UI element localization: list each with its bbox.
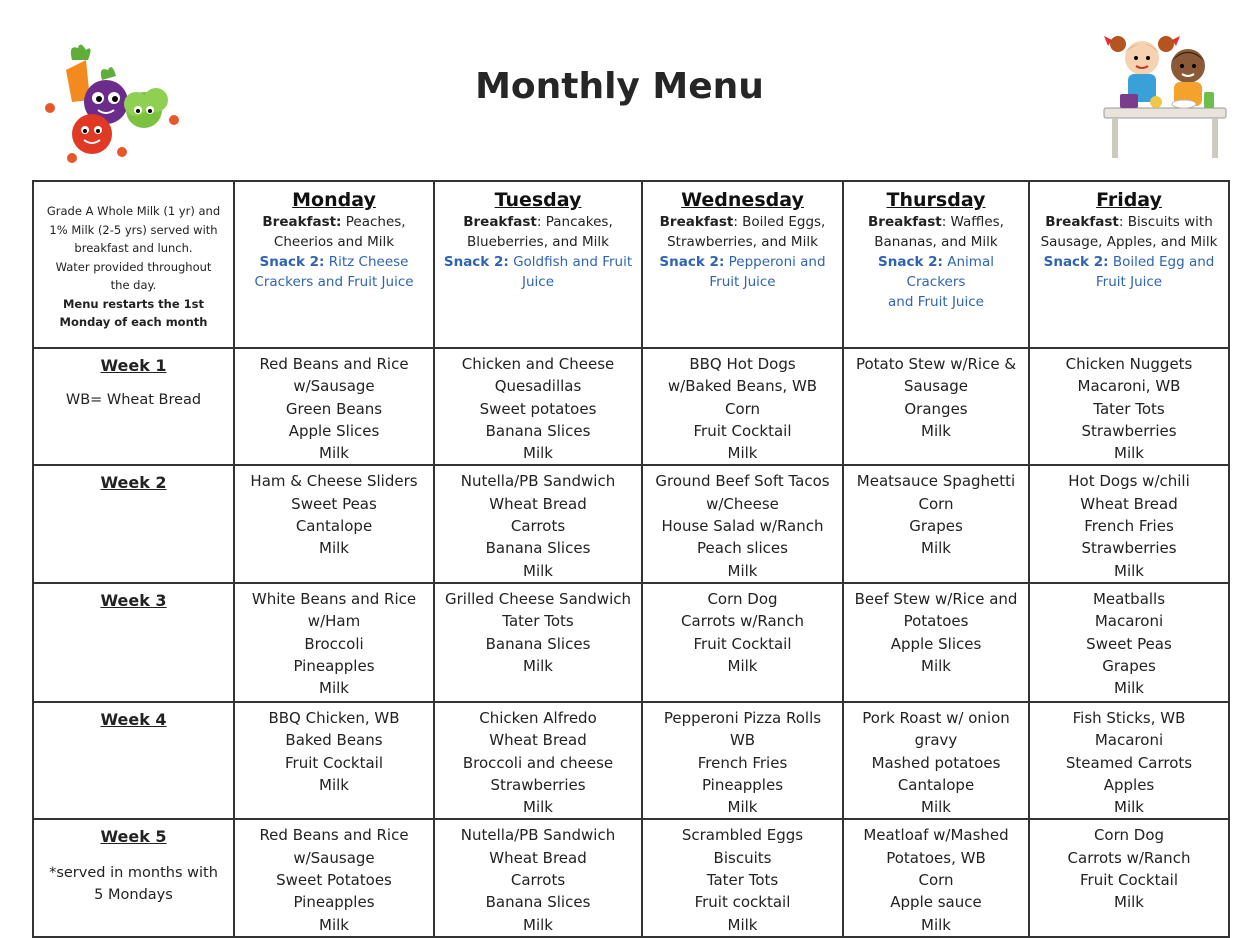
meal-item: Fruit Cocktail (1079, 871, 1179, 890)
meal-item: Cantalope (897, 775, 975, 794)
meal-item: Wheat Bread (489, 494, 587, 513)
meal-item: Cantalope (295, 517, 373, 536)
meal-cell-friday (1029, 348, 1229, 465)
meal-cell-tuesday (434, 465, 642, 582)
breakfast-text: Blueberries, and Milk (467, 234, 609, 250)
snack-text: and Fruit Juice (888, 294, 984, 310)
meal-item: Milk (1114, 444, 1144, 463)
week-label-cell (33, 348, 234, 465)
breakfast-text: Cheerios and Milk (273, 234, 395, 250)
meal-item: Milk (319, 679, 349, 698)
day-name: Friday (1096, 189, 1162, 211)
day-name: Thursday (886, 189, 986, 211)
meal-cell-friday (1029, 583, 1229, 702)
meal-item: Baked Beans (285, 731, 383, 750)
meal-cell-friday (1029, 702, 1229, 819)
meal-cell-thursday (843, 583, 1029, 702)
meal-item: Milk (523, 798, 553, 817)
breakfast-label: Breakfast (463, 214, 537, 230)
info-line: Water provided throughout (55, 259, 212, 274)
meal-item: French Fries (1084, 517, 1174, 536)
header-row (33, 181, 1229, 348)
meal-item: Wheat Bread (489, 731, 587, 750)
meal-item: Milk (921, 539, 951, 558)
breakfast-text: Bananas, and Milk (874, 234, 998, 250)
meal-item: Apple Slices (288, 421, 380, 440)
meal-item: Milk (1114, 893, 1144, 912)
day-header-friday (1029, 181, 1229, 348)
week-label-cell (33, 702, 234, 819)
meal-item: WB (729, 731, 756, 750)
meal-item: Beef Stew w/Rice and (854, 589, 1018, 608)
meal-item: Corn Dog (707, 589, 778, 608)
meal-item: Mashed potatoes (871, 753, 1001, 772)
meal-cell-wednesday (642, 348, 843, 465)
day-header-thursday (843, 181, 1029, 348)
meal-item: Chicken and Cheese (461, 355, 615, 373)
day-name: Monday (292, 189, 376, 211)
meal-item: Broccoli and cheese (462, 753, 614, 772)
breakfast-text: : Biscuits with (1118, 214, 1213, 230)
meal-item: Milk (523, 656, 553, 675)
meal-item: Potatoes, WB (886, 848, 986, 867)
info-line: 1% Milk (2-5 yrs) served with (49, 222, 218, 237)
snack-label: Snack 2: (259, 254, 325, 270)
meal-item: Milk (1114, 798, 1144, 817)
meal-item: Wheat Bread (489, 848, 587, 867)
info-line: breakfast and lunch. (74, 241, 193, 255)
week-label: Week 2 (100, 473, 167, 493)
breakfast-text: Strawberries, and Milk (667, 234, 818, 250)
snack-text: Animal Crackers (906, 254, 994, 290)
meal-item: Milk (921, 656, 951, 675)
meal-item: Tater Tots (706, 871, 779, 890)
breakfast-text: : Waffles, (941, 214, 1004, 230)
breakfast-text: Peaches, (345, 214, 406, 230)
meal-item: Strawberries (1081, 539, 1177, 558)
week-label: Week 4 (100, 709, 167, 729)
meal-cell-friday (1029, 819, 1229, 936)
meal-item: Wheat Bread (1080, 494, 1178, 513)
meal-item: Pineapples (293, 893, 375, 912)
meal-cell-wednesday (642, 819, 843, 936)
meal-item: Milk (727, 915, 758, 934)
week-note: 5 Mondays (94, 887, 173, 904)
meal-item: Green Beans (285, 399, 383, 418)
meal-item: Pineapples (701, 775, 784, 794)
meal-cell-wednesday (642, 702, 843, 819)
snack-text: Crackers and Fruit Juice (254, 274, 414, 290)
meal-item: Milk (727, 656, 758, 675)
meal-item: Milk (523, 915, 553, 934)
meal-item: Peach slices (697, 539, 788, 558)
meal-item: Potatoes (903, 612, 969, 631)
meal-item: Corn (918, 871, 954, 890)
meal-item: Pork Roast w/ onion (862, 708, 1010, 727)
meal-item: Milk (727, 444, 758, 463)
meal-item: Milk (1114, 679, 1144, 698)
week-row (33, 465, 1229, 582)
snack-text: Goldfish and Fruit (513, 254, 633, 270)
page-title: Monthly Menu (475, 66, 764, 107)
meal-item: BBQ Hot Dogs (689, 355, 796, 373)
meal-item: Oranges (904, 399, 968, 418)
meal-item: Broccoli (304, 634, 364, 653)
meal-item: Banana Slices (485, 893, 591, 912)
snack-text: Fruit Juice (709, 274, 776, 290)
meal-item: w/Sausage (293, 848, 375, 867)
meal-item: Nutella/PB Sandwich (460, 472, 616, 491)
meal-item: Hot Dogs w/chili (1068, 472, 1190, 491)
meal-item: Steamed Carrots (1065, 753, 1193, 772)
snack-label: Snack 2: (1043, 254, 1109, 270)
meal-item: Banana Slices (485, 634, 591, 653)
meal-item: Carrots (510, 871, 566, 890)
meal-item: Meatballs (1092, 589, 1166, 608)
meal-item: Sweet Peas (291, 494, 377, 513)
meal-item: Carrots w/Ranch (681, 612, 804, 631)
meal-item: Banana Slices (485, 421, 591, 440)
meal-item: Meatsauce Spaghetti (856, 472, 1016, 491)
info-line: Grade A Whole Milk (1 yr) and (46, 204, 221, 218)
meal-item: Apples (1103, 775, 1155, 794)
breakfast-label: Breakfast (659, 214, 734, 230)
meal-item: w/Cheese (706, 494, 779, 513)
week-row (33, 583, 1229, 702)
restart-note: Monday of each month (59, 315, 208, 329)
week-label-cell (33, 465, 234, 582)
vegetables-clipart (28, 40, 208, 170)
meal-item: Milk (523, 444, 553, 463)
meal-item: gravy (914, 731, 958, 750)
meal-item: Corn (918, 494, 954, 513)
meal-cell-monday (234, 819, 434, 936)
breakfast-label: Breakfast (868, 214, 942, 230)
snack-text: Fruit Juice (1095, 274, 1163, 290)
meal-item: Sweet Peas (1086, 634, 1172, 653)
meal-cell-tuesday (434, 348, 642, 465)
breakfast-text: Sausage, Apples, and Milk (1040, 234, 1218, 250)
meal-cell-thursday (843, 702, 1029, 819)
meal-cell-tuesday (434, 583, 642, 702)
snack-text: Pepperoni and (728, 254, 826, 270)
meal-item: Chicken Alfredo (479, 708, 597, 727)
snack-text: Ritz Cheese (328, 254, 409, 270)
meal-item: Biscuits (713, 848, 772, 867)
meal-item: Corn Dog (1093, 826, 1165, 845)
meal-item: Fish Sticks, WB (1072, 708, 1186, 727)
meal-cell-thursday (843, 348, 1029, 465)
meal-item: Banana Slices (485, 539, 591, 558)
week-row (33, 348, 1229, 465)
meal-cell-tuesday (434, 702, 642, 819)
meal-item: Ham & Cheese Sliders (250, 472, 418, 491)
meal-item: Sausage (904, 377, 968, 396)
week-note: WB= Wheat Bread (65, 392, 202, 408)
meal-item: House Salad w/Ranch (661, 517, 824, 536)
meal-item: Macaroni (1094, 612, 1164, 631)
meal-item: Milk (319, 539, 349, 558)
meal-item: Tater Tots (502, 612, 574, 631)
meal-item: Strawberries (1081, 421, 1177, 440)
meal-item: w/Baked Beans, WB (667, 377, 818, 396)
day-name: Tuesday (494, 189, 582, 211)
meal-item: Tater Tots (1093, 399, 1165, 418)
restart-note: Menu restarts the 1st (62, 296, 205, 311)
menu-table (32, 180, 1230, 938)
meal-item: Red Beans and Rice (259, 355, 409, 373)
meal-cell-monday (234, 348, 434, 465)
breakfast-text: : Pancakes, (536, 214, 613, 230)
meal-item: Pepperoni Pizza Rolls (663, 708, 822, 727)
meal-cell-friday (1029, 465, 1229, 582)
meal-item: Grapes (909, 517, 963, 536)
meal-cell-thursday (843, 465, 1029, 582)
meal-item: Sweet potatoes (479, 399, 597, 418)
day-header-monday (234, 181, 434, 348)
meal-item: Fruit Cocktail (693, 634, 792, 653)
week-note: *served in months with (49, 865, 218, 882)
meal-item: Fruit cocktail (694, 893, 791, 912)
meal-item: Grapes (1102, 656, 1156, 675)
meal-item: Milk (921, 798, 951, 817)
meal-item: Fruit Cocktail (284, 753, 384, 772)
meal-cell-monday (234, 702, 434, 819)
day-header-tuesday (434, 181, 642, 348)
week-label: Week 5 (100, 827, 167, 847)
meal-item: Milk (727, 561, 758, 580)
meal-item: Apple Slices (890, 634, 982, 653)
meal-item: Corn (724, 399, 761, 418)
meal-item: Scrambled Eggs (681, 826, 804, 845)
day-header-wednesday (642, 181, 843, 348)
meal-cell-tuesday (434, 819, 642, 936)
meal-cell-monday (234, 465, 434, 582)
meal-item: BBQ Chicken, WB (268, 708, 400, 727)
meal-cell-wednesday (642, 583, 843, 702)
breakfast-label: Breakfast: (262, 214, 342, 230)
meal-item: Milk (319, 775, 349, 794)
meal-item: Fruit Cocktail (693, 421, 792, 440)
info-cell (33, 181, 234, 348)
meal-item: Grilled Cheese Sandwich (445, 589, 631, 608)
meal-item: Pineapples (293, 656, 375, 675)
meal-item: Ground Beef Soft Tacos (655, 472, 830, 491)
meal-item: Milk (523, 561, 553, 580)
meal-item: Milk (921, 421, 951, 440)
meal-item: Red Beans and Rice (259, 826, 409, 845)
week-label: Week 1 (100, 356, 167, 375)
snack-label: Snack 2: (659, 254, 725, 270)
snack-label: Snack 2: (443, 254, 509, 270)
meal-item: Milk (319, 444, 349, 463)
meal-item: Strawberries (490, 775, 586, 794)
meal-item: French Fries (697, 753, 788, 772)
meal-item: w/Ham (307, 612, 361, 631)
meal-cell-wednesday (642, 465, 843, 582)
meal-item: Potato Stew w/Rice & (855, 355, 1017, 373)
breakfast-text: : Boiled Eggs, (733, 214, 826, 230)
meal-cell-thursday (843, 819, 1029, 936)
meal-item: Carrots w/Ranch (1067, 848, 1191, 867)
meal-item: w/Sausage (293, 377, 375, 396)
snack-text: Juice (521, 274, 555, 290)
meal-item: Milk (921, 915, 951, 934)
meal-item: Carrots (510, 517, 566, 536)
meal-item: Chicken Nuggets (1065, 355, 1193, 373)
day-name: Wednesday (681, 189, 804, 211)
snack-text: Boiled Egg and (1112, 254, 1215, 270)
week-label-cell (33, 583, 234, 702)
meal-item: Sweet Potatoes (276, 871, 392, 890)
meal-item: Milk (319, 915, 349, 934)
meal-item: Macaroni (1094, 731, 1164, 750)
week-label-cell (33, 819, 234, 936)
kids-at-table-clipart (1100, 28, 1230, 160)
meal-item: Macaroni, WB (1077, 377, 1181, 396)
snack-label: Snack 2: (878, 254, 943, 270)
meal-item: Apple sauce (890, 893, 982, 912)
meal-item: Milk (1114, 561, 1144, 580)
info-line: the day. (110, 278, 157, 292)
week-row (33, 702, 1229, 819)
week-row (33, 819, 1229, 936)
meal-cell-monday (234, 583, 434, 702)
breakfast-label: Breakfast (1045, 214, 1119, 230)
meal-item: Milk (727, 798, 758, 817)
meal-item: Quesadillas (494, 377, 582, 396)
meal-item: Nutella/PB Sandwich (460, 826, 616, 845)
week-label: Week 3 (100, 590, 167, 610)
meal-item: Meatloaf w/Mashed (863, 826, 1009, 845)
meal-item: White Beans and Rice (251, 589, 417, 608)
